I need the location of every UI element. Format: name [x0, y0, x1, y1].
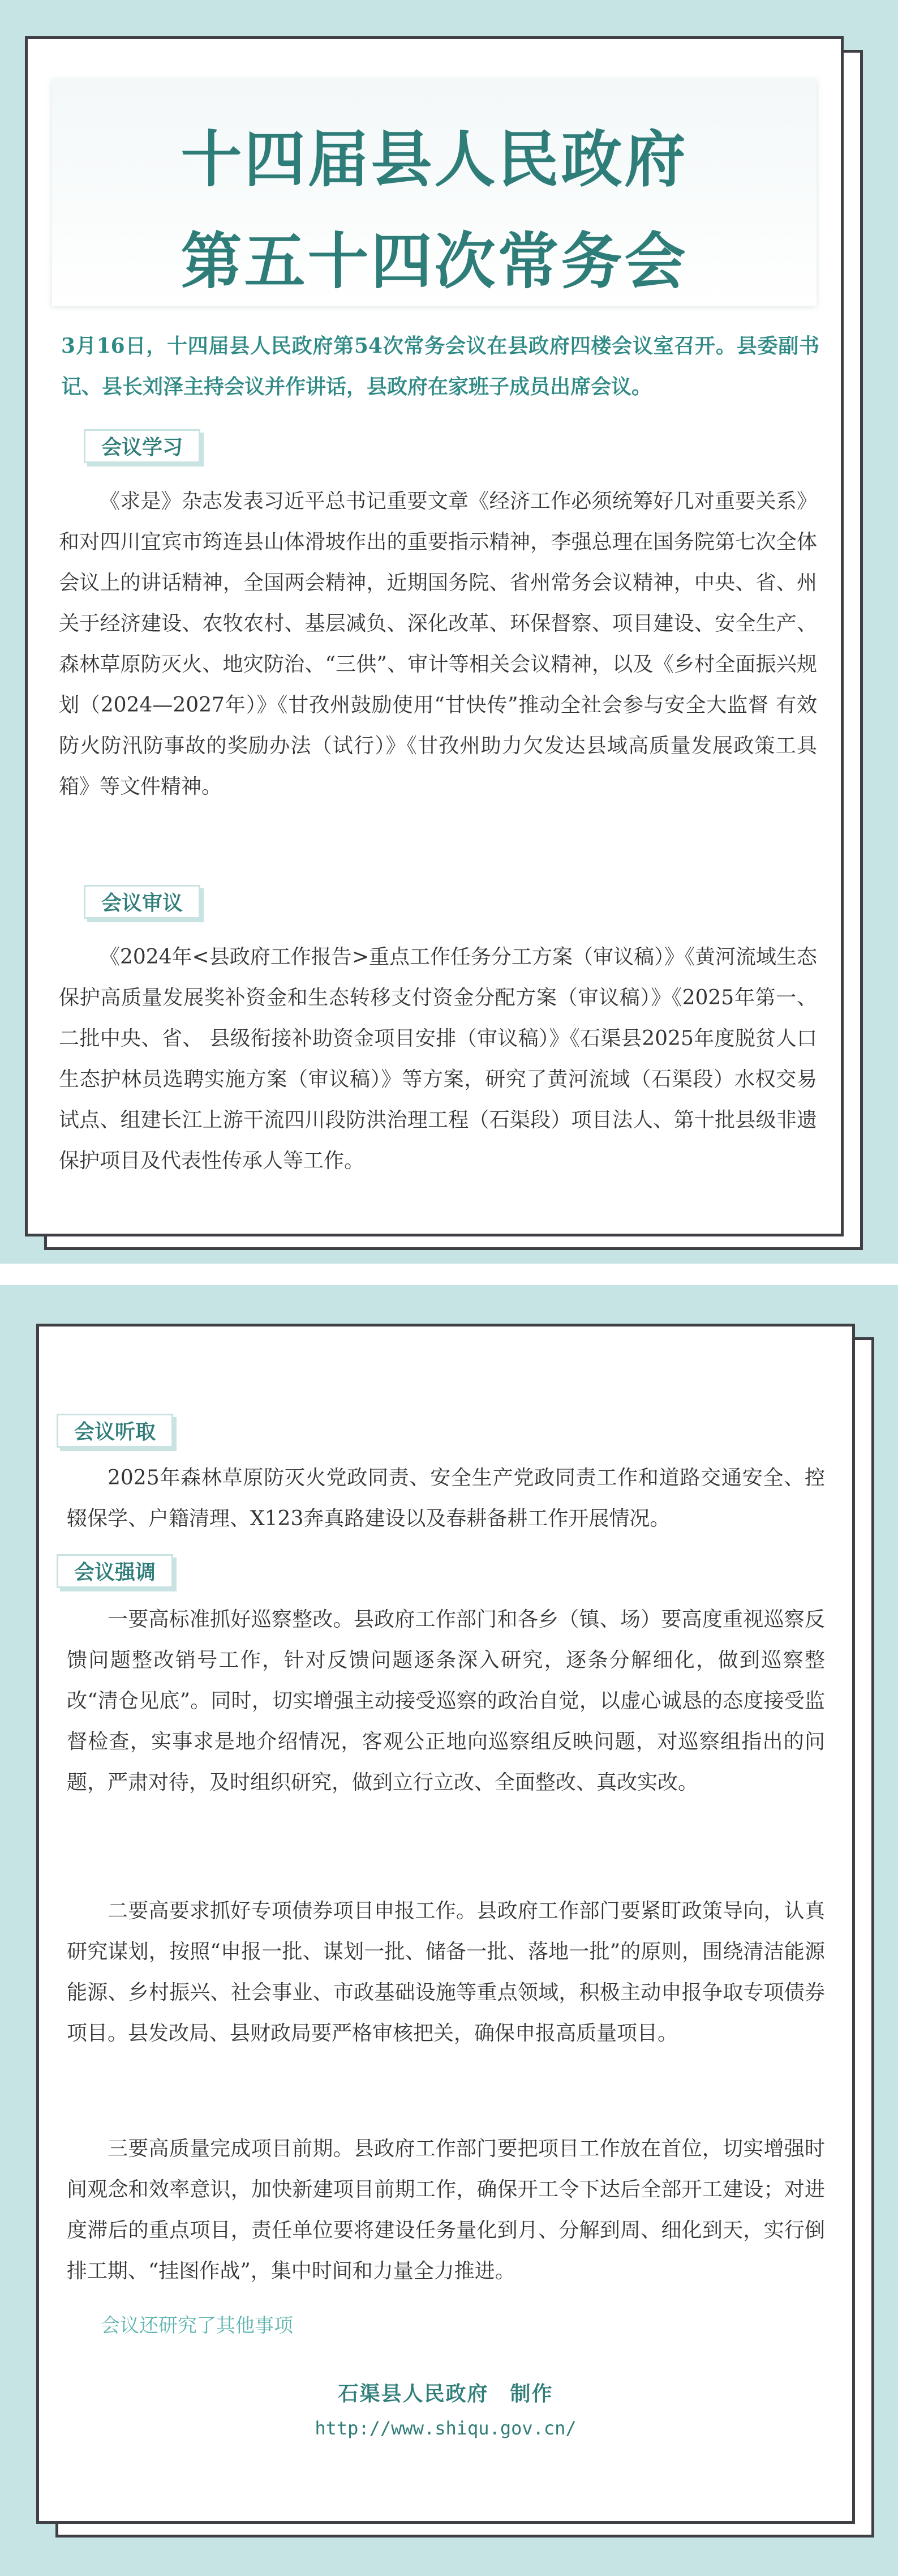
intro-paragraph: 3月16日，十四届县人民政府第54次常务会议在县政府四楼会议室召开。县委副书记、县长刘泽主持会议并作讲话，县政府在家班子成员出席会议。 — [61, 334, 819, 399]
other-matters-note: 会议还研究了其他事项 — [101, 2314, 293, 2337]
emphasize-paragraph-3: 三要高质量完成项目前期。县政府工作部门要把项目工作放在首位，切实增强时间观念和效率意识，加快新建项目前期工作，确保开工令下达后全部开工建设；对进度滞后的重点项目，责任单位要将建设任务量化到月、分解到周、细化到天，实行倒排工期、“挂图作战”，集中时间和力量全力推进。 — [67, 2137, 825, 2283]
study-paragraph: 《求是》杂志发表习近平总书记重要文章《经济工作必须统筹好几对重要关系》和对四川宜宾市筠连县山体滑坡作出的重要指示精神，李强总理在国务院第七次全体会议上的讲话精神，全国两会精神，近期国务院、省州常务会议精神，中央、省、州关于经济建设、农牧农村、基层减负、深化改革、环保督察、项目建设、安全生产、森林草原防灭火、地灾防治、“三供”、审计等相关会议精神，以及《乡村全面振兴规划（2024—2027年）》《甘孜州鼓励使用“甘快传”推动全社会参与安全大监督 有效防火防汛防事故的奖励办法（试行）》《甘孜州助力欠发达县域高质量发展政策工具箱》等文件精神。 — [59, 490, 817, 798]
footer-organization: 石渠县人民政府 制作 — [338, 2382, 553, 2406]
section-tag-study: 会议学习 — [84, 429, 200, 463]
review-paragraph: 《2024年<县政府工作报告>重点工作任务分工方案（审议稿）》《黄河流域生态保护高质量发展奖补资金和生态转移支付资金分配方案（审议稿）》《2025年第一、二批中央、省、 县级衔接补助资金项目安排（审议稿）》《石渠县2025年度脱贫人口生态护林员选聘实施方案（审议稿）》等方案，研究了黄河流域（石渠段）水权交易试点、组建长江上游干流四川段防洪治理工程（石渠段）项目法人、第十批县级非遗保护项目及代表性传承人等工作。 — [59, 945, 817, 1173]
page-title-line1: 十四届县人民政府 — [181, 125, 688, 195]
page-title-line2: 第五十四次常务会 — [181, 226, 688, 297]
emphasize-paragraph-2: 二要高要求抓好专项债券项目申报工作。县政府工作部门要紧盯政策导向，认真研究谋划，按照“申报一批、谋划一批、储备一批、落地一批”的原则，围绕清洁能源能源、乡村振兴、社会事业、市政基础设施等重点领域，积极主动申报争取专项债券项目。县发改局、县财政局要严格审核把关，确保申报高质量项目。 — [67, 1899, 825, 2045]
section-divider-band — [0, 1264, 898, 1285]
footer-url-link[interactable]: http://www.shiqu.gov.cn/ — [315, 2417, 577, 2439]
section-tag-emphasize: 会议强调 — [57, 1554, 173, 1588]
listen-paragraph: 2025年森林草原防灭火党政同责、安全生产党政同责工作和道路交通安全、控辍保学、户籍清理、X123奔真路建设以及春耕备耕工作开展情况。 — [67, 1466, 825, 1530]
section-tag-listen: 会议听取 — [57, 1414, 173, 1448]
section-tag-review: 会议审议 — [84, 885, 200, 919]
emphasize-paragraph-1: 一要高标准抓好巡察整改。县政府工作部门和各乡（镇、场）要高度重视巡察反馈问题整改销号工作，针对反馈问题逐条深入研究，逐条分解细化，做到巡察整改“清仓见底”。同时，切实增强主动接受巡察的政治自觉，以虚心诚恳的态度接受监督检查，实事求是地介绍情况，客观公正地向巡察组反映问题，对巡察组指出的问题，严肃对待，及时组织研究，做到立行立改、全面整改、真改实改。 — [67, 1608, 825, 1794]
